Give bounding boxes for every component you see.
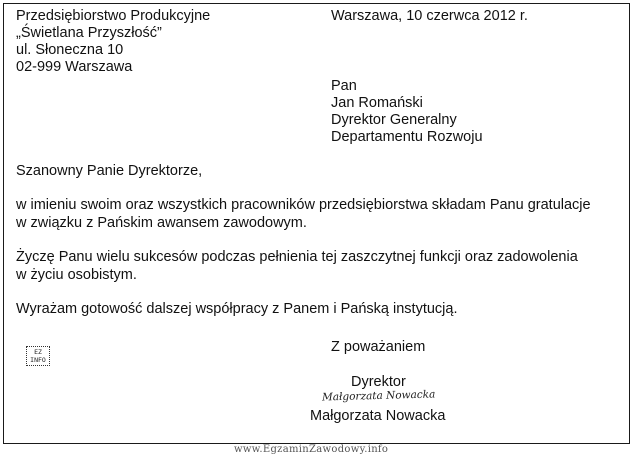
sender-street: ul. Słoneczna 10 — [16, 42, 124, 58]
body-line: w związku z Pańskim awansem zawodowym. — [16, 215, 307, 231]
handwritten-signature: Małgorzata Nowacka — [321, 388, 436, 404]
recipient-title: Pan — [331, 78, 357, 94]
stamp-text: INFO — [30, 356, 46, 364]
body-paragraph-1 — [16, 197, 591, 233]
ez-info-stamp-icon — [26, 346, 50, 366]
source-footer: www.EgzaminZawodowy.info — [234, 444, 389, 455]
sender-company-name: „Świetlana Przyszłość” — [16, 25, 162, 41]
recipient-name: Jan Romański — [331, 95, 423, 111]
recipient-address — [331, 78, 483, 146]
closing-phrase: Z poważaniem — [331, 339, 426, 355]
body-line: Życzę Panu wielu sukcesów podczas pełnienia tej zaszczytnej funkcji oraz zadowolenia — [16, 249, 578, 265]
recipient-position: Dyrektor Generalny — [331, 112, 457, 128]
signatory-name: Małgorzata Nowacka — [310, 408, 446, 424]
recipient-department: Departamentu Rozwoju — [331, 129, 483, 145]
body-paragraph-2 — [16, 249, 578, 285]
sender-company-line: Przedsiębiorstwo Produkcyjne — [16, 8, 211, 24]
body-line: Wyrażam gotowość dalszej współpracy z Panem i Pańską instytucją. — [16, 301, 458, 317]
sender-address — [16, 8, 210, 76]
letter-date: Warszawa, 10 czerwca 2012 r. — [331, 8, 528, 24]
salutation: Szanowny Panie Dyrektorze, — [16, 163, 203, 179]
signatory-role: Dyrektor — [351, 374, 406, 390]
body-line: w imieniu swoim oraz wszystkich pracowników przedsiębiorstwa składam Panu gratulacje — [16, 197, 591, 213]
sender-city: 02-999 Warszawa — [16, 59, 133, 75]
stamp-text: EZ — [34, 348, 42, 356]
body-line: w życiu osobistym. — [16, 267, 137, 283]
body-paragraph-3 — [16, 301, 458, 319]
